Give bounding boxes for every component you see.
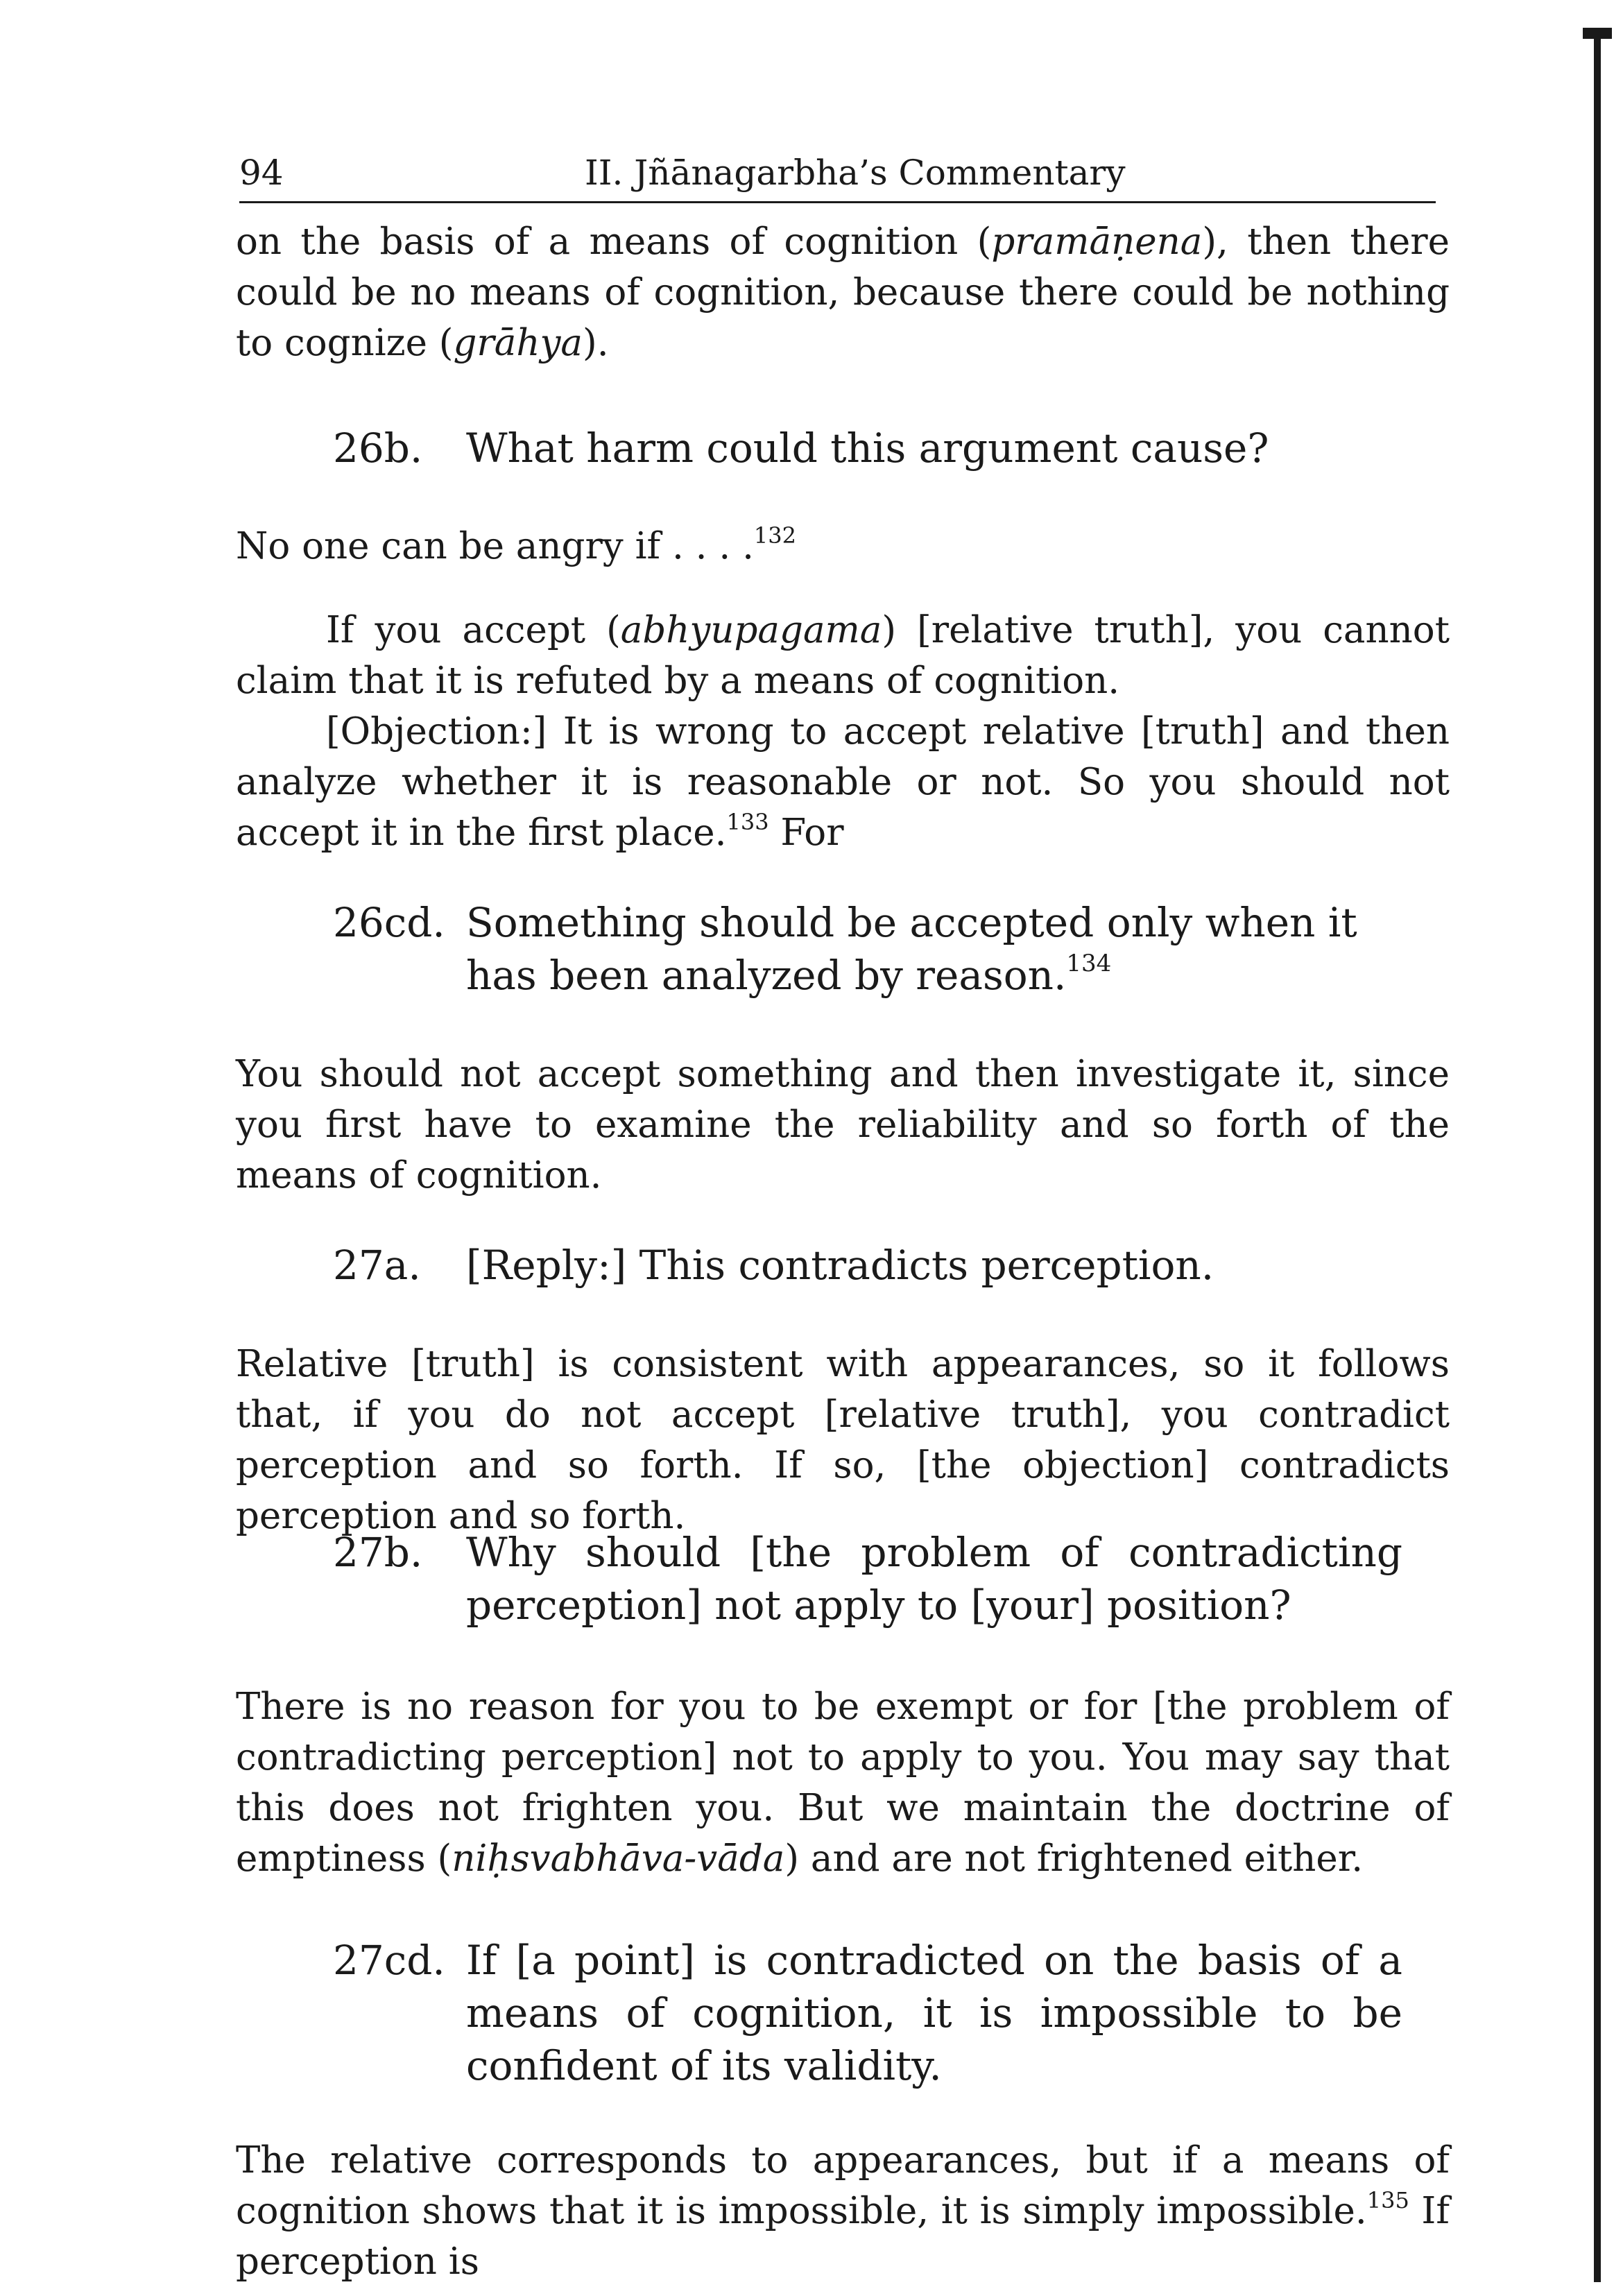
verse-number: 27a.: [333, 1242, 421, 1289]
paragraph-no-reason: There is no reason for you to be exempt or for [the problem of contradicting perception] not to apply to you. You may say that this does not frighten you. But we maintain the doctrine of emptiness (niḥsvabhāva-vāda) and are not frightened either.: [236, 1686, 1450, 1880]
paragraph-relative: Relative [truth] is consistent with appearances, so it follows that, if you do not accept [relative truth], you contradict perception and so forth. If so, [the objection] contradicts perception and so forth.: [236, 1343, 1450, 1537]
verse-26b: [333, 422, 1457, 474]
footnote-ref-132: 132: [753, 522, 796, 549]
verse-text: Why should [the problem of contradicting perception] not apply to [your] position?: [466, 1529, 1402, 1629]
page-number: 94: [239, 153, 284, 193]
verse-number: 26b.: [333, 425, 423, 472]
verse-text: If [a point] is contradicted on the basis of a means of cognition, it is impossible to be confident of its validity.: [466, 1937, 1402, 2089]
verse-27a: [333, 1239, 1457, 1292]
verse-27b: [333, 1526, 1457, 1631]
running-head: [239, 146, 1436, 203]
verse-number: 27b.: [333, 1529, 423, 1576]
footnote-ref-135: 135: [1366, 2187, 1409, 2213]
paragraph-objection: [Objection:] It is wrong to accept relative [truth] and then analyze whether it is reasonable or not. So you should not accept it in the first place.$^{133}$ For: [236, 710, 1450, 854]
paragraph-appearances: The relative corresponds to appearances, but if a means of cognition shows that it is impossible, it is simply impossible.$^{135}$ If perception is: [236, 2139, 1450, 2283]
paragraph-angry: No one can be angry if . . . .$^{132}$: [236, 522, 796, 567]
paragraph-continuation: on the basis of a means of cognition (pramāṇena), then there could be no means of cognition, because there could be nothing to cognize (grāhya).: [236, 221, 1450, 364]
verse-number: 26cd.: [333, 899, 445, 946]
verse-text: Something should be accepted only when it has been analyzed by reason.$^{134}$: [466, 899, 1357, 999]
header-title: II. Jñānagarbha’s Commentary: [585, 153, 1126, 193]
paragraph-investigate: You should not accept something and then investigate it, since you first have to examine the reliability and so forth of the means of cognition.: [236, 1053, 1450, 1197]
paragraph-accept: If you accept (abhyupagama) [relative truth], you cannot claim that it is refuted by a means of cognition.: [236, 609, 1450, 702]
footnote-ref-134: 134: [1066, 950, 1112, 977]
verse-text: What harm could this argument cause?: [466, 425, 1269, 472]
verse-number: 27cd.: [333, 1937, 445, 1984]
page-edge: [1594, 28, 1601, 2282]
footnote-ref-133: 133: [726, 809, 769, 835]
verse-26cd: [333, 896, 1457, 1002]
verse-text: [Reply:] This contradicts perception.: [466, 1242, 1214, 1289]
verse-27cd: [333, 1934, 1457, 2092]
